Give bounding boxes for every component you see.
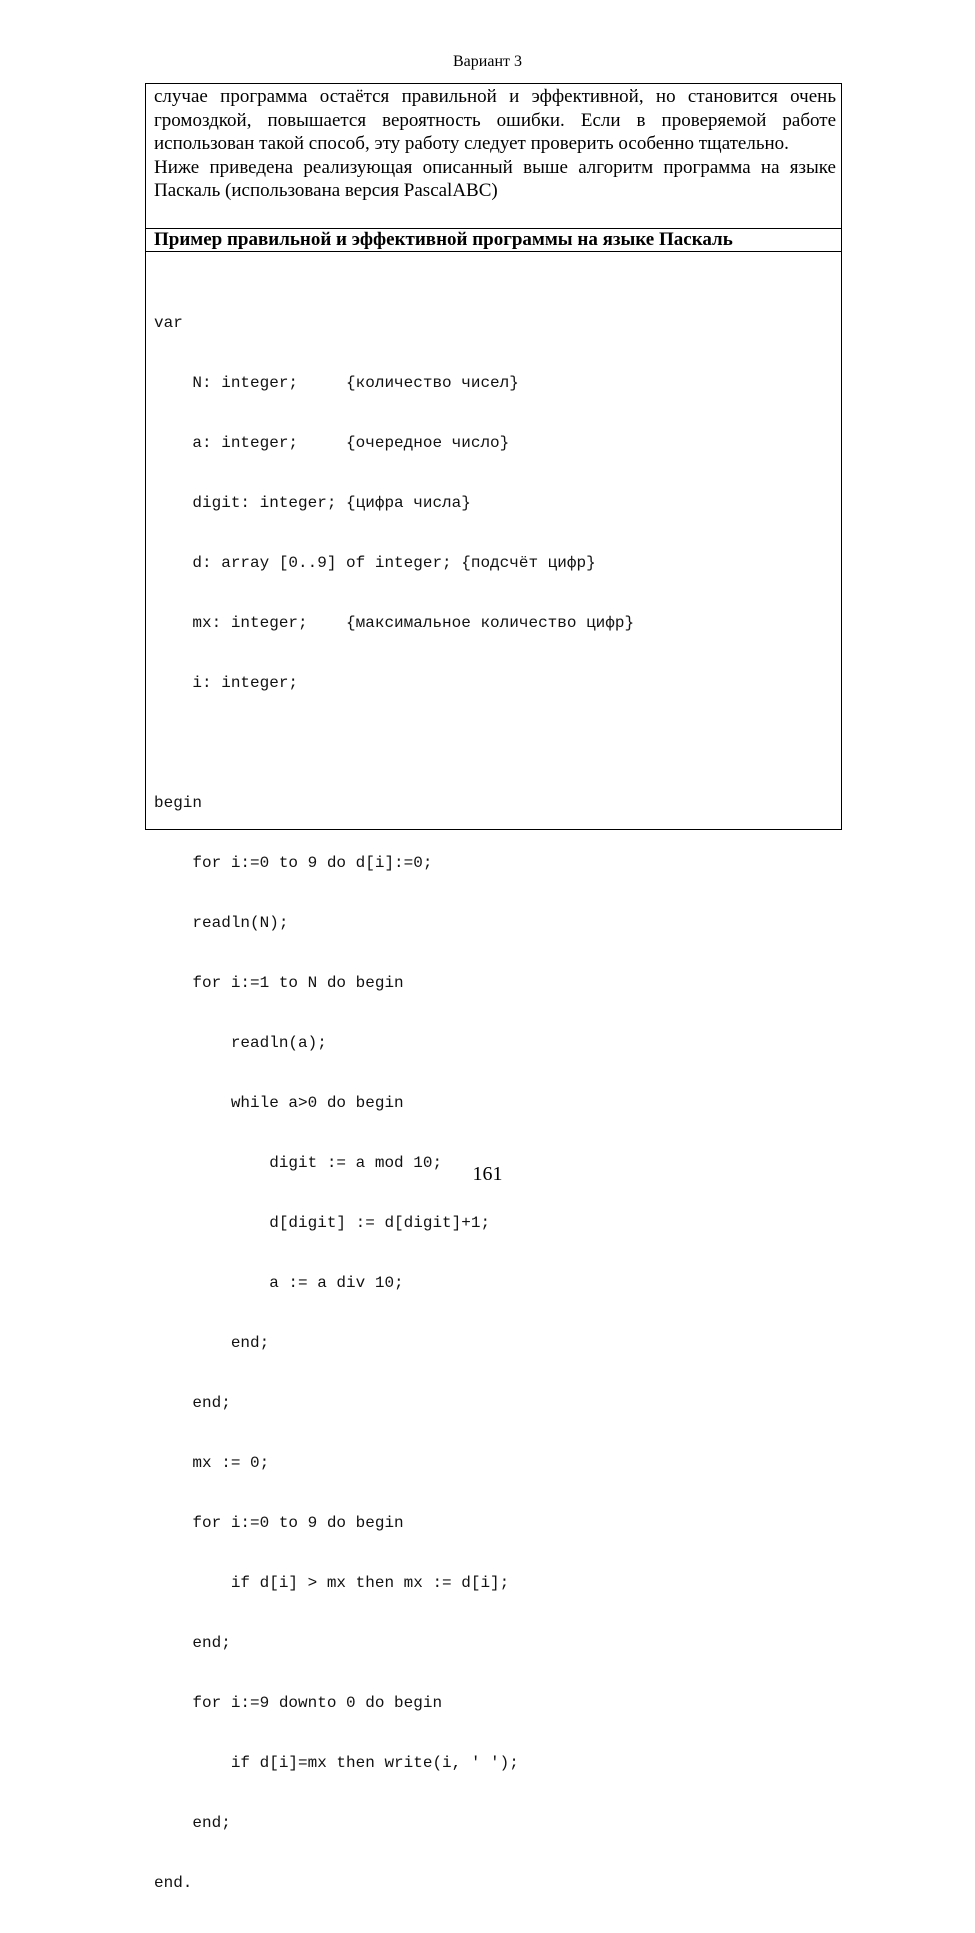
code-line: end; bbox=[154, 1334, 270, 1352]
paragraph-intro-program: Ниже приведена реализующая описанный выше алгоритм программа на языке Паскаль (использована версия PascalABC) bbox=[154, 156, 836, 202]
code-line: d[digit] := d[digit]+1; bbox=[154, 1214, 491, 1232]
code-line: end; bbox=[154, 1634, 231, 1652]
code-line: digit: integer; {цифра числа} bbox=[154, 494, 471, 512]
code-line: a: integer; {очередное число} bbox=[154, 434, 510, 452]
code-line: for i:=9 downto 0 do begin bbox=[154, 1694, 443, 1712]
section-heading: Пример правильной и эффективной программы на языке Паскаль bbox=[154, 229, 733, 250]
code-listing bbox=[154, 273, 634, 1933]
code-line: readln(N); bbox=[154, 914, 289, 932]
code-line: i: integer; bbox=[154, 674, 299, 692]
code-line: mx: integer; {максимальное количество цифр} bbox=[154, 614, 635, 632]
code-line: for i:=0 to 9 do d[i]:=0; bbox=[154, 854, 433, 872]
section-heading-row bbox=[146, 228, 841, 252]
explanation-text bbox=[154, 85, 836, 203]
code-line: d: array [0..9] of integer; {подсчёт цифр} bbox=[154, 554, 596, 572]
code-line: for i:=0 to 9 do begin bbox=[154, 1514, 404, 1532]
code-line: end; bbox=[154, 1394, 231, 1412]
code-line: var bbox=[154, 314, 183, 332]
code-line: a := a div 10; bbox=[154, 1274, 404, 1292]
code-line: readln(a); bbox=[154, 1034, 327, 1052]
paragraph-continuation: случае программа остаётся правильной и эффективной, но становится очень громоздкой, повышается вероятность ошибки. Если в проверяемой работе использован такой способ, эту работу следует проверить особенно тщательно. bbox=[154, 86, 836, 155]
code-line: begin bbox=[154, 794, 203, 812]
code-line: digit := a mod 10; bbox=[154, 1154, 443, 1172]
code-line: for i:=1 to N do begin bbox=[154, 974, 404, 992]
code-line bbox=[154, 733, 634, 753]
page-header: Вариант 3 bbox=[453, 53, 522, 70]
page-number: 161 bbox=[472, 1163, 503, 1185]
code-line: end. bbox=[154, 1874, 193, 1892]
code-line: end; bbox=[154, 1814, 231, 1832]
code-line: if d[i]=mx then write(i, ' '); bbox=[154, 1754, 519, 1772]
code-line: N: integer; {количество чисел} bbox=[154, 374, 519, 392]
code-line: if d[i] > mx then mx := d[i]; bbox=[154, 1574, 510, 1592]
code-line: while a>0 do begin bbox=[154, 1094, 404, 1112]
code-line: mx := 0; bbox=[154, 1454, 270, 1472]
